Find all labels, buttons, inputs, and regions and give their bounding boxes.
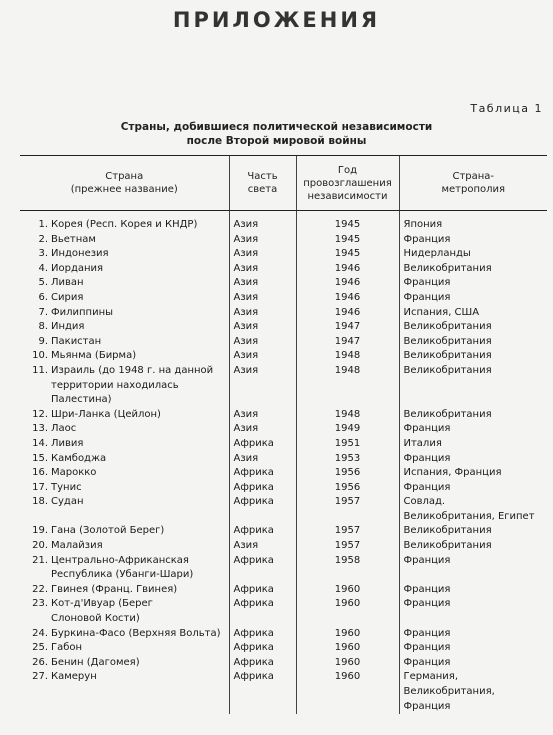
row-number: 25. [32, 642, 48, 654]
part-of-world-cell: Азия [229, 452, 296, 467]
part-of-world-cell: Азия [229, 364, 296, 408]
metropolis-line: Великобритания [403, 540, 492, 552]
table-row [20, 481, 547, 496]
year-cell: 1960 [296, 583, 399, 598]
metropolis-cell [399, 422, 547, 437]
table-row [20, 466, 547, 481]
metropolis-cell [399, 364, 547, 408]
country-line [30, 247, 225, 262]
year-cell: 1960 [296, 670, 399, 714]
country-cell [20, 481, 229, 496]
metropolis-line: Великобритания [403, 408, 492, 420]
part-of-world-cell: Азия [229, 291, 296, 306]
metropolis-cell [399, 466, 547, 481]
country-name: Камбоджа [51, 452, 107, 464]
table-row [20, 335, 547, 350]
table-row [20, 656, 547, 671]
year-cell: 1945 [296, 233, 399, 248]
table-row [20, 670, 547, 714]
country-name: Пакистан [51, 335, 102, 347]
part-of-world-cell: Африка [229, 481, 296, 496]
row-number: 13. [32, 423, 48, 435]
part-of-world-cell: Африка [229, 524, 296, 539]
table-row [20, 627, 547, 642]
country-name: Буркина-Фасо (Верхняя Вольта) [51, 627, 221, 639]
country-cell [20, 291, 229, 306]
country-name: Индонезия [51, 248, 109, 260]
header-year-line-3: независимости [307, 190, 388, 202]
row-number: 9. [38, 335, 48, 347]
row-number: 20. [32, 540, 48, 552]
country-name: Вьетнам [51, 233, 96, 245]
header-part [229, 156, 296, 211]
country-line [30, 670, 225, 685]
row-number: 24. [32, 627, 48, 639]
table-row [20, 524, 547, 539]
part-of-world-cell: Азия [229, 233, 296, 248]
row-number: 4. [38, 262, 48, 274]
year-cell: 1946 [296, 291, 399, 306]
country-cell [20, 306, 229, 321]
metropolis-cell [399, 320, 547, 335]
country-line [30, 379, 225, 394]
metropolis-line: Великобритания [403, 321, 492, 333]
country-name: Бенин (Дагомея) [51, 656, 140, 668]
country-line [30, 524, 225, 539]
country-name: Республика (Убанги-Шари) [51, 569, 194, 581]
year-cell: 1957 [296, 539, 399, 554]
part-of-world-cell: Африка [229, 437, 296, 452]
part-of-world-cell: Азия [229, 306, 296, 321]
metropolis-cell [399, 627, 547, 642]
country-line [30, 393, 225, 408]
country-name: Иордания [51, 262, 104, 274]
metropolis-cell [399, 233, 547, 248]
metropolis-cell [399, 276, 547, 291]
table-row [20, 437, 547, 452]
table-row [20, 233, 547, 248]
year-cell: 1960 [296, 597, 399, 626]
country-cell [20, 262, 229, 277]
country-cell [20, 466, 229, 481]
metropolis-cell [399, 670, 547, 714]
country-name: Гана (Золотой Берег) [51, 525, 165, 537]
country-cell [20, 539, 229, 554]
country-line [30, 597, 225, 612]
country-line [30, 554, 225, 569]
row-number: 15. [32, 452, 48, 464]
metropolis-line: Франция [403, 452, 451, 464]
year-cell: 1960 [296, 656, 399, 671]
part-of-world-cell: Африка [229, 466, 296, 481]
table-body [20, 211, 547, 715]
metropolis-line: Франция [403, 277, 451, 289]
metropolis-cell [399, 437, 547, 452]
year-cell: 1958 [296, 554, 399, 583]
country-cell [20, 335, 229, 350]
metropolis-line: Франция [403, 291, 451, 303]
country-cell [20, 320, 229, 335]
metropolis-cell [399, 583, 547, 598]
table-caption [0, 120, 553, 148]
part-of-world-cell: Африка [229, 495, 296, 524]
country-line [30, 452, 225, 467]
metropolis-cell [399, 597, 547, 626]
country-name: Слоновой Кости) [51, 613, 140, 625]
country-line [30, 291, 225, 306]
country-line [30, 481, 225, 496]
country-name: Шри-Ланка (Цейлон) [51, 408, 161, 420]
part-of-world-cell: Африка [229, 656, 296, 671]
country-line [30, 627, 225, 642]
year-cell: 1945 [296, 247, 399, 262]
row-number: 16. [32, 467, 48, 479]
caption-line-1: Страны, добившиеся политической независимости [120, 121, 433, 133]
country-line [30, 466, 225, 481]
header-country-line-2: (прежнее название) [70, 184, 178, 195]
country-cell [20, 641, 229, 656]
metropolis-line: Испания, Франция [403, 467, 502, 479]
year-cell: 1946 [296, 262, 399, 277]
metropolis-line: Франция [403, 233, 451, 245]
country-line [30, 262, 225, 277]
part-of-world-cell: Африка [229, 627, 296, 642]
metropolis-cell [399, 247, 547, 262]
part-of-world-cell: Азия [229, 211, 296, 233]
metropolis-cell [399, 554, 547, 583]
table-row [20, 539, 547, 554]
metropolis-line: Франция [403, 583, 451, 595]
table-row [20, 408, 547, 423]
row-number: 3. [38, 248, 48, 260]
country-cell [20, 276, 229, 291]
table-row [20, 320, 547, 335]
metropolis-cell [399, 262, 547, 277]
year-cell: 1956 [296, 481, 399, 496]
metropolis-cell [399, 656, 547, 671]
country-cell [20, 597, 229, 626]
metropolis-line: Франция [403, 700, 451, 712]
country-name: Малайзия [51, 540, 103, 552]
table-number: Таблица 1 [470, 102, 543, 115]
header-part-line-2: света [247, 184, 278, 195]
year-cell: 1948 [296, 349, 399, 364]
table-row [20, 262, 547, 277]
caption-line-2: после Второй мировой войны [186, 135, 367, 147]
part-of-world-cell: Азия [229, 320, 296, 335]
metropolis-cell [399, 211, 547, 233]
header-country-line-1: Страна [105, 171, 144, 182]
header-metropolis-line-2: метрополия [441, 184, 506, 195]
part-of-world-cell: Азия [229, 262, 296, 277]
country-name: Ливан [51, 277, 84, 289]
country-cell [20, 554, 229, 583]
year-cell: 1953 [296, 452, 399, 467]
country-cell [20, 656, 229, 671]
country-cell [20, 364, 229, 408]
country-cell [20, 233, 229, 248]
country-line [30, 656, 225, 671]
country-line [30, 641, 225, 656]
country-name: Марокко [51, 467, 97, 479]
metropolis-line: Франция [403, 481, 451, 493]
country-name: Сирия [51, 291, 84, 303]
row-number: 2. [38, 233, 48, 245]
metropolis-cell [399, 349, 547, 364]
table-row [20, 452, 547, 467]
country-line [30, 233, 225, 248]
country-cell [20, 247, 229, 262]
country-cell [20, 495, 229, 524]
country-line [30, 437, 225, 452]
year-cell: 1946 [296, 276, 399, 291]
country-line [30, 349, 225, 364]
country-name: Судан [51, 496, 84, 508]
metropolis-cell [399, 524, 547, 539]
metropolis-cell [399, 641, 547, 656]
row-number: 6. [38, 291, 48, 303]
metropolis-cell [399, 306, 547, 321]
country-name: Израиль (до 1948 г. на данной [51, 364, 214, 376]
metropolis-line: Великобритания, Египет [403, 510, 535, 522]
row-number: 10. [32, 350, 48, 362]
part-of-world-cell: Африка [229, 583, 296, 598]
metropolis-line: Великобритания [403, 262, 492, 274]
metropolis-line: Великобритания, [403, 686, 495, 697]
metropolis-line: Франция [403, 554, 451, 566]
country-cell [20, 583, 229, 598]
country-cell [20, 211, 229, 233]
country-cell [20, 408, 229, 423]
row-number: 21. [32, 554, 48, 566]
metropolis-line: Италия [403, 437, 442, 449]
row-number: 17. [32, 481, 48, 493]
country-line [30, 408, 225, 423]
metropolis-line: Франция [403, 598, 451, 610]
country-line [30, 335, 225, 350]
year-cell: 1956 [296, 466, 399, 481]
part-of-world-cell: Африка [229, 641, 296, 656]
independence-table [20, 155, 547, 714]
part-of-world-cell: Африка [229, 597, 296, 626]
metropolis-cell [399, 495, 547, 524]
country-name: Мьянма (Бирма) [51, 350, 137, 362]
country-line [30, 320, 225, 335]
metropolis-line: Совлад. [403, 496, 446, 508]
country-name: территории находилась [51, 379, 179, 391]
year-cell: 1960 [296, 627, 399, 642]
metropolis-line: Великобритания [403, 350, 492, 362]
metropolis-cell [399, 452, 547, 467]
row-number: 22. [32, 583, 48, 595]
metropolis-cell [399, 335, 547, 350]
row-number: 27. [32, 671, 48, 683]
country-line [30, 306, 225, 321]
metropolis-cell [399, 481, 547, 496]
part-of-world-cell: Африка [229, 670, 296, 714]
country-name: Палестина) [51, 394, 112, 406]
country-line [30, 583, 225, 598]
row-number: 19. [32, 525, 48, 537]
country-line [30, 422, 225, 437]
year-cell: 1949 [296, 422, 399, 437]
metropolis-line: Франция [403, 642, 451, 654]
table-row [20, 276, 547, 291]
country-name: Габон [51, 642, 83, 654]
header-year-line-1: Год [337, 164, 358, 176]
metropolis-line: Великобритания [403, 364, 492, 376]
table-row [20, 554, 547, 583]
country-line [30, 218, 225, 233]
country-line [30, 539, 225, 554]
year-cell: 1960 [296, 641, 399, 656]
country-cell [20, 627, 229, 642]
metropolis-cell [399, 408, 547, 423]
part-of-world-cell: Азия [229, 539, 296, 554]
year-cell: 1945 [296, 211, 399, 233]
header-year-line-2: провозглашения [303, 177, 392, 189]
table-row [20, 641, 547, 656]
row-number: 5. [38, 277, 48, 289]
year-cell: 1957 [296, 495, 399, 524]
country-cell [20, 452, 229, 467]
table-row [20, 364, 547, 408]
header-year [296, 156, 399, 211]
row-number: 14. [32, 437, 48, 449]
metropolis-line: Великобритания [403, 525, 492, 537]
table-row [20, 291, 547, 306]
country-name: Кот-д'Ивуар (Берег [51, 598, 153, 610]
part-of-world-cell: Азия [229, 247, 296, 262]
country-name: Тунис [51, 481, 82, 493]
year-cell: 1947 [296, 320, 399, 335]
metropolis-line: Нидерланды [403, 248, 471, 260]
header-metropolis-line-1: Страна- [452, 171, 495, 182]
country-cell [20, 524, 229, 539]
table-row [20, 422, 547, 437]
country-cell [20, 422, 229, 437]
row-number: 12. [32, 408, 48, 420]
country-line [30, 495, 225, 510]
row-number: 1. [38, 219, 48, 230]
table-row [20, 597, 547, 626]
row-number: 23. [32, 598, 48, 610]
metropolis-line: Япония [403, 219, 443, 230]
country-cell [20, 670, 229, 714]
country-name: Филиппины [51, 306, 114, 318]
country-cell [20, 349, 229, 364]
year-cell: 1948 [296, 364, 399, 408]
part-of-world-cell: Азия [229, 276, 296, 291]
country-line [30, 276, 225, 291]
part-of-world-cell: Азия [229, 335, 296, 350]
table-row [20, 247, 547, 262]
page-title: ПРИЛОЖЕНИЯ [172, 8, 381, 32]
metropolis-line: Германия, [403, 671, 459, 683]
metropolis-line: Франция [403, 627, 451, 639]
country-name: Гвинея (Франц. Гвинея) [51, 583, 178, 595]
table-row [20, 349, 547, 364]
header-metropolis [399, 156, 547, 211]
country-cell [20, 437, 229, 452]
country-name: Центрально-Африканская [51, 554, 189, 566]
year-cell: 1947 [296, 335, 399, 350]
country-name: Лаос [51, 423, 77, 435]
year-cell: 1957 [296, 524, 399, 539]
row-number: 18. [32, 496, 48, 508]
table-row [20, 306, 547, 321]
metropolis-line: Франция [403, 656, 451, 668]
country-name: Корея (Респ. Корея и КНДР) [51, 219, 198, 230]
country-name: Индия [51, 321, 85, 333]
header-part-line-1: Часть [247, 171, 278, 182]
row-number: 7. [38, 306, 48, 318]
country-line [30, 364, 225, 379]
table-row [20, 495, 547, 524]
metropolis-line: Франция [403, 423, 451, 435]
part-of-world-cell: Азия [229, 408, 296, 423]
country-line [30, 568, 225, 583]
country-name: Ливия [51, 437, 84, 449]
row-number: 11. [32, 364, 48, 376]
part-of-world-cell: Азия [229, 422, 296, 437]
year-cell: 1951 [296, 437, 399, 452]
metropolis-cell [399, 291, 547, 306]
metropolis-line: Великобритания [403, 335, 492, 347]
country-name: Камерун [51, 671, 97, 683]
table-row [20, 211, 547, 233]
metropolis-line: Испания, США [403, 306, 480, 318]
table-row [20, 583, 547, 598]
country-line [30, 612, 225, 627]
metropolis-cell [399, 539, 547, 554]
year-cell: 1948 [296, 408, 399, 423]
part-of-world-cell: Азия [229, 349, 296, 364]
row-number: 26. [32, 656, 48, 668]
row-number: 8. [38, 321, 48, 333]
part-of-world-cell: Африка [229, 554, 296, 583]
table-header-row [20, 156, 547, 211]
header-country [20, 156, 229, 211]
year-cell: 1946 [296, 306, 399, 321]
